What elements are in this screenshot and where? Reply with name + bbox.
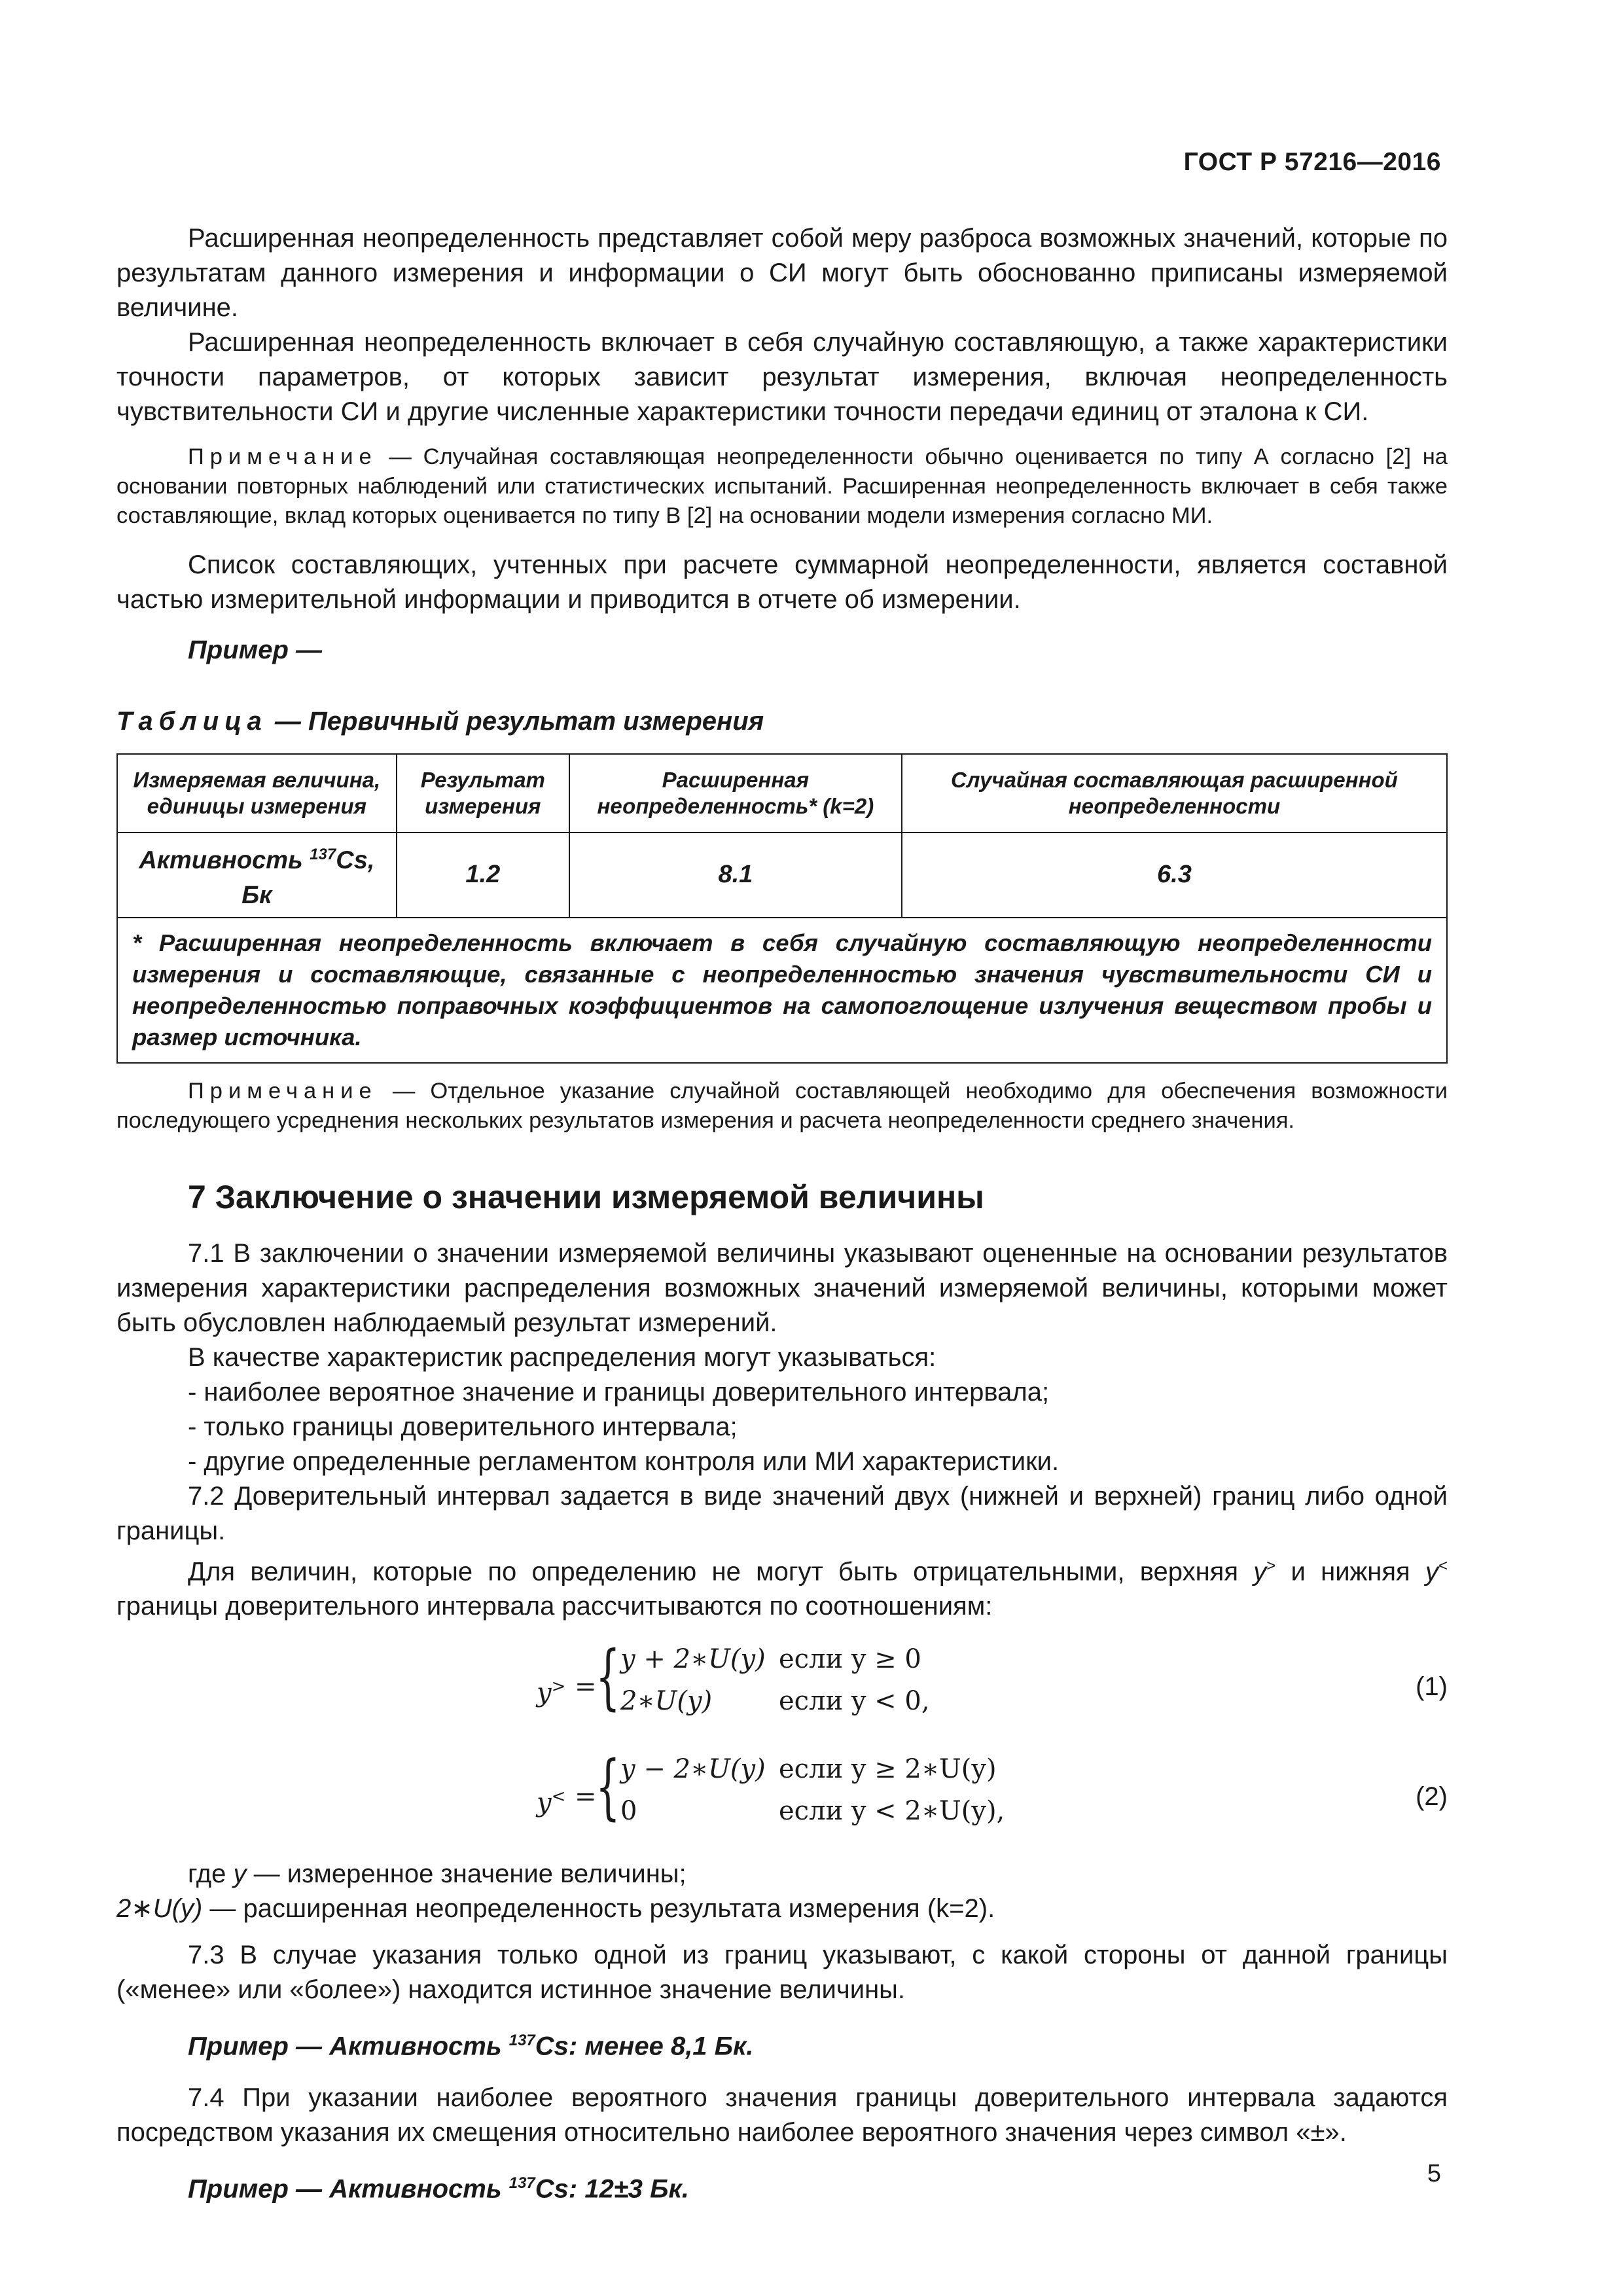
note-text: — Случайная составляющая неопределенности обычно оценивается по типу А согласно [2] на основании повторных наблюдений или статистических испытаний. Расширенная неопределенность включает в себя также составляющие, вклад которых оценивается по типу В [2] на основании модели измерения согласно МИ. — [116, 444, 1448, 528]
symbol-y: y — [1425, 1556, 1438, 1586]
where-symbol: y — [233, 1859, 247, 1888]
paragraph: 7.1 В заключении о значении измеряемой величины указывают оцененные на основании результатов измерения характеристики распределения возможных значений измеряемой величины, которыми может быть обусловлен наблюдаемый результат измерений. — [116, 1238, 1448, 1337]
section-heading: 7 Заключение о значении измеряемой величины — [188, 1178, 984, 1215]
note-label: Примечание — [188, 1078, 378, 1103]
document-header: ГОСТ Р 57216—2016 — [1183, 148, 1441, 176]
paragraph: 7.2 Доверительный интервал задается в виде значений двух (нижней и верхней) границ либо одной границы. — [116, 1481, 1448, 1545]
paragraph: 7.3 В случае указания только одной из границ указывают, с какой стороны от данной границы («менее» или «более») находится истинное значение величины. — [116, 1940, 1448, 2004]
note — [116, 1077, 1448, 1136]
table-caption — [116, 704, 1448, 739]
text-run: Для величин, которые по определению не могут быть отрицательными, верхняя — [188, 1556, 1254, 1586]
paragraph: Расширенная неопределенность представляет собой меру разброса возможных значений, которые по результатам данного измерения и информации о СИ могут быть обоснованно приписаны измеряемой величине. — [116, 224, 1448, 322]
paragraph — [116, 1549, 1448, 1624]
formula-lhs — [537, 1780, 565, 1820]
paragraph: Список составляющих, учтенных при расчете суммарной неопределенности, является составной частью измерительной информации и приводится в отчете об измерении. — [116, 550, 1448, 614]
isotope-mass: 137 — [310, 846, 336, 863]
formula-lhs — [537, 1670, 565, 1710]
quantity-prefix: Активность — [139, 846, 310, 874]
table-caption-text: — Первичный результат измерения — [267, 707, 764, 736]
table-header-row — [117, 754, 1447, 833]
formula-sup: < — [551, 1786, 566, 1806]
formula-case-1: y + 2∗U(y) — [620, 1643, 766, 1674]
results-table — [116, 753, 1448, 1064]
formula-number: (1) — [1416, 1672, 1448, 1701]
formula-var: y — [537, 1677, 552, 1708]
list-item: - только границы доверительного интервала; — [188, 1412, 738, 1441]
example — [116, 2166, 1448, 2206]
paragraph: 7.4 При указании наиболее вероятного значения границы доверительного интервала задаются посредством указания их смещения относительно наиболее вероятного значения через символ «±». — [116, 2083, 1448, 2147]
paragraph: Расширенная неопределенность включает в себя случайную составляющую, а также характеристики точности параметров, от которых зависит результат измерения, включая неопределенность чувствительности СИ и другие численные характеристики точности передачи единиц от эталона к СИ. — [116, 328, 1448, 426]
where-symbol: 2∗U(y) — [116, 1893, 203, 1923]
table-cell-result: 1.2 — [397, 833, 569, 918]
list-item: - наиболее вероятное значение и границы доверительного интервала; — [188, 1377, 1050, 1407]
formula-2 — [116, 1746, 1448, 1844]
formula-equals: = — [575, 1671, 597, 1702]
page-number: 5 — [1427, 2160, 1441, 2187]
formula-case-2: 2∗U(y) — [620, 1685, 713, 1716]
text-run: и нижняя — [1275, 1556, 1425, 1586]
formula-equals: = — [575, 1781, 597, 1812]
note-label: Примечание — [188, 444, 378, 469]
list-item: - другие определенные регламентом контроля или МИ характеристики. — [188, 1446, 1060, 1476]
example — [116, 2023, 1448, 2064]
formula-condition-2: если y < 0, — [779, 1685, 930, 1716]
formula-var: y — [537, 1787, 552, 1818]
table-header-cell: Измеряемая величина, единицы измерения — [117, 754, 397, 833]
where-line — [116, 1892, 1448, 1926]
formula-case-1: y − 2∗U(y) — [620, 1753, 766, 1784]
table-header-cell: Расширенная неопределенность* (k=2) — [569, 754, 902, 833]
isotope-mass: 137 — [508, 2174, 535, 2193]
symbol-sup: > — [1266, 1556, 1276, 1575]
table-footnote-row — [117, 918, 1447, 1063]
where-line: где y — измеренное значение величины; — [188, 1859, 687, 1888]
note-text: — Отдельное указание случайной составляющей необходимо для обеспечения возможности последующего усреднения нескольких результатов измерения и расчета неопределенности среднего значения. — [116, 1078, 1448, 1133]
table-footnote: * Расширенная неопределенность включает в себя случайную составляющую неопределенности измерения и составляющие, связанные с неопределенностью значения чувствительности СИ и неопределенностью поправочных коэффициентов на самопоглощение излучения веществом пробы и размер источника. — [117, 918, 1447, 1063]
formula-case-2: 0 — [620, 1795, 637, 1826]
table-cell-quantity — [117, 833, 397, 918]
table-header-cell: Результат измерения — [397, 754, 569, 833]
isotope-mass: 137 — [508, 2031, 535, 2049]
example: Пример — — [188, 636, 323, 664]
formula-condition-2: если y < 2∗U(y), — [779, 1795, 1005, 1826]
quantity-suffix: Cs, Бк — [241, 846, 375, 909]
note — [116, 442, 1448, 531]
example-text: Cs: менее 8,1 Бк. — [535, 2032, 754, 2061]
formula-1 — [116, 1636, 1448, 1734]
example-text: Cs: 12±3 Бк. — [535, 2174, 689, 2204]
table-cell-expanded: 8.1 — [569, 833, 902, 918]
text-run: границы доверительного интервала рассчитываются по соотношениям: — [116, 1591, 993, 1621]
symbol-y: y — [1253, 1556, 1267, 1586]
formula-sup: > — [551, 1676, 566, 1696]
paragraph: В качестве характеристик распределения могут указываться: — [188, 1342, 936, 1372]
table-cell-random: 6.3 — [902, 833, 1447, 918]
table-row — [117, 833, 1447, 918]
where-text: — измеренное значение величины; — [246, 1859, 687, 1888]
table-header-cell: Случайная составляющая расширенной неопределенности — [902, 754, 1447, 833]
formula-condition-1: если y ≥ 0 — [779, 1643, 921, 1674]
brace-icon: { — [596, 1636, 620, 1718]
symbol-sup: < — [1438, 1556, 1448, 1575]
formula-number: (2) — [1416, 1782, 1448, 1811]
where-text: — расширенная неопределенность результата измерения (k=2). — [202, 1893, 995, 1923]
table-caption-label: Таблица — [116, 707, 268, 736]
page-content — [116, 221, 1448, 2207]
example-text: Пример — Активность — [188, 2174, 509, 2204]
formula-condition-1: если y ≥ 2∗U(y) — [779, 1753, 997, 1784]
example-text: Пример — Активность — [188, 2032, 509, 2061]
brace-icon: { — [596, 1746, 620, 1828]
